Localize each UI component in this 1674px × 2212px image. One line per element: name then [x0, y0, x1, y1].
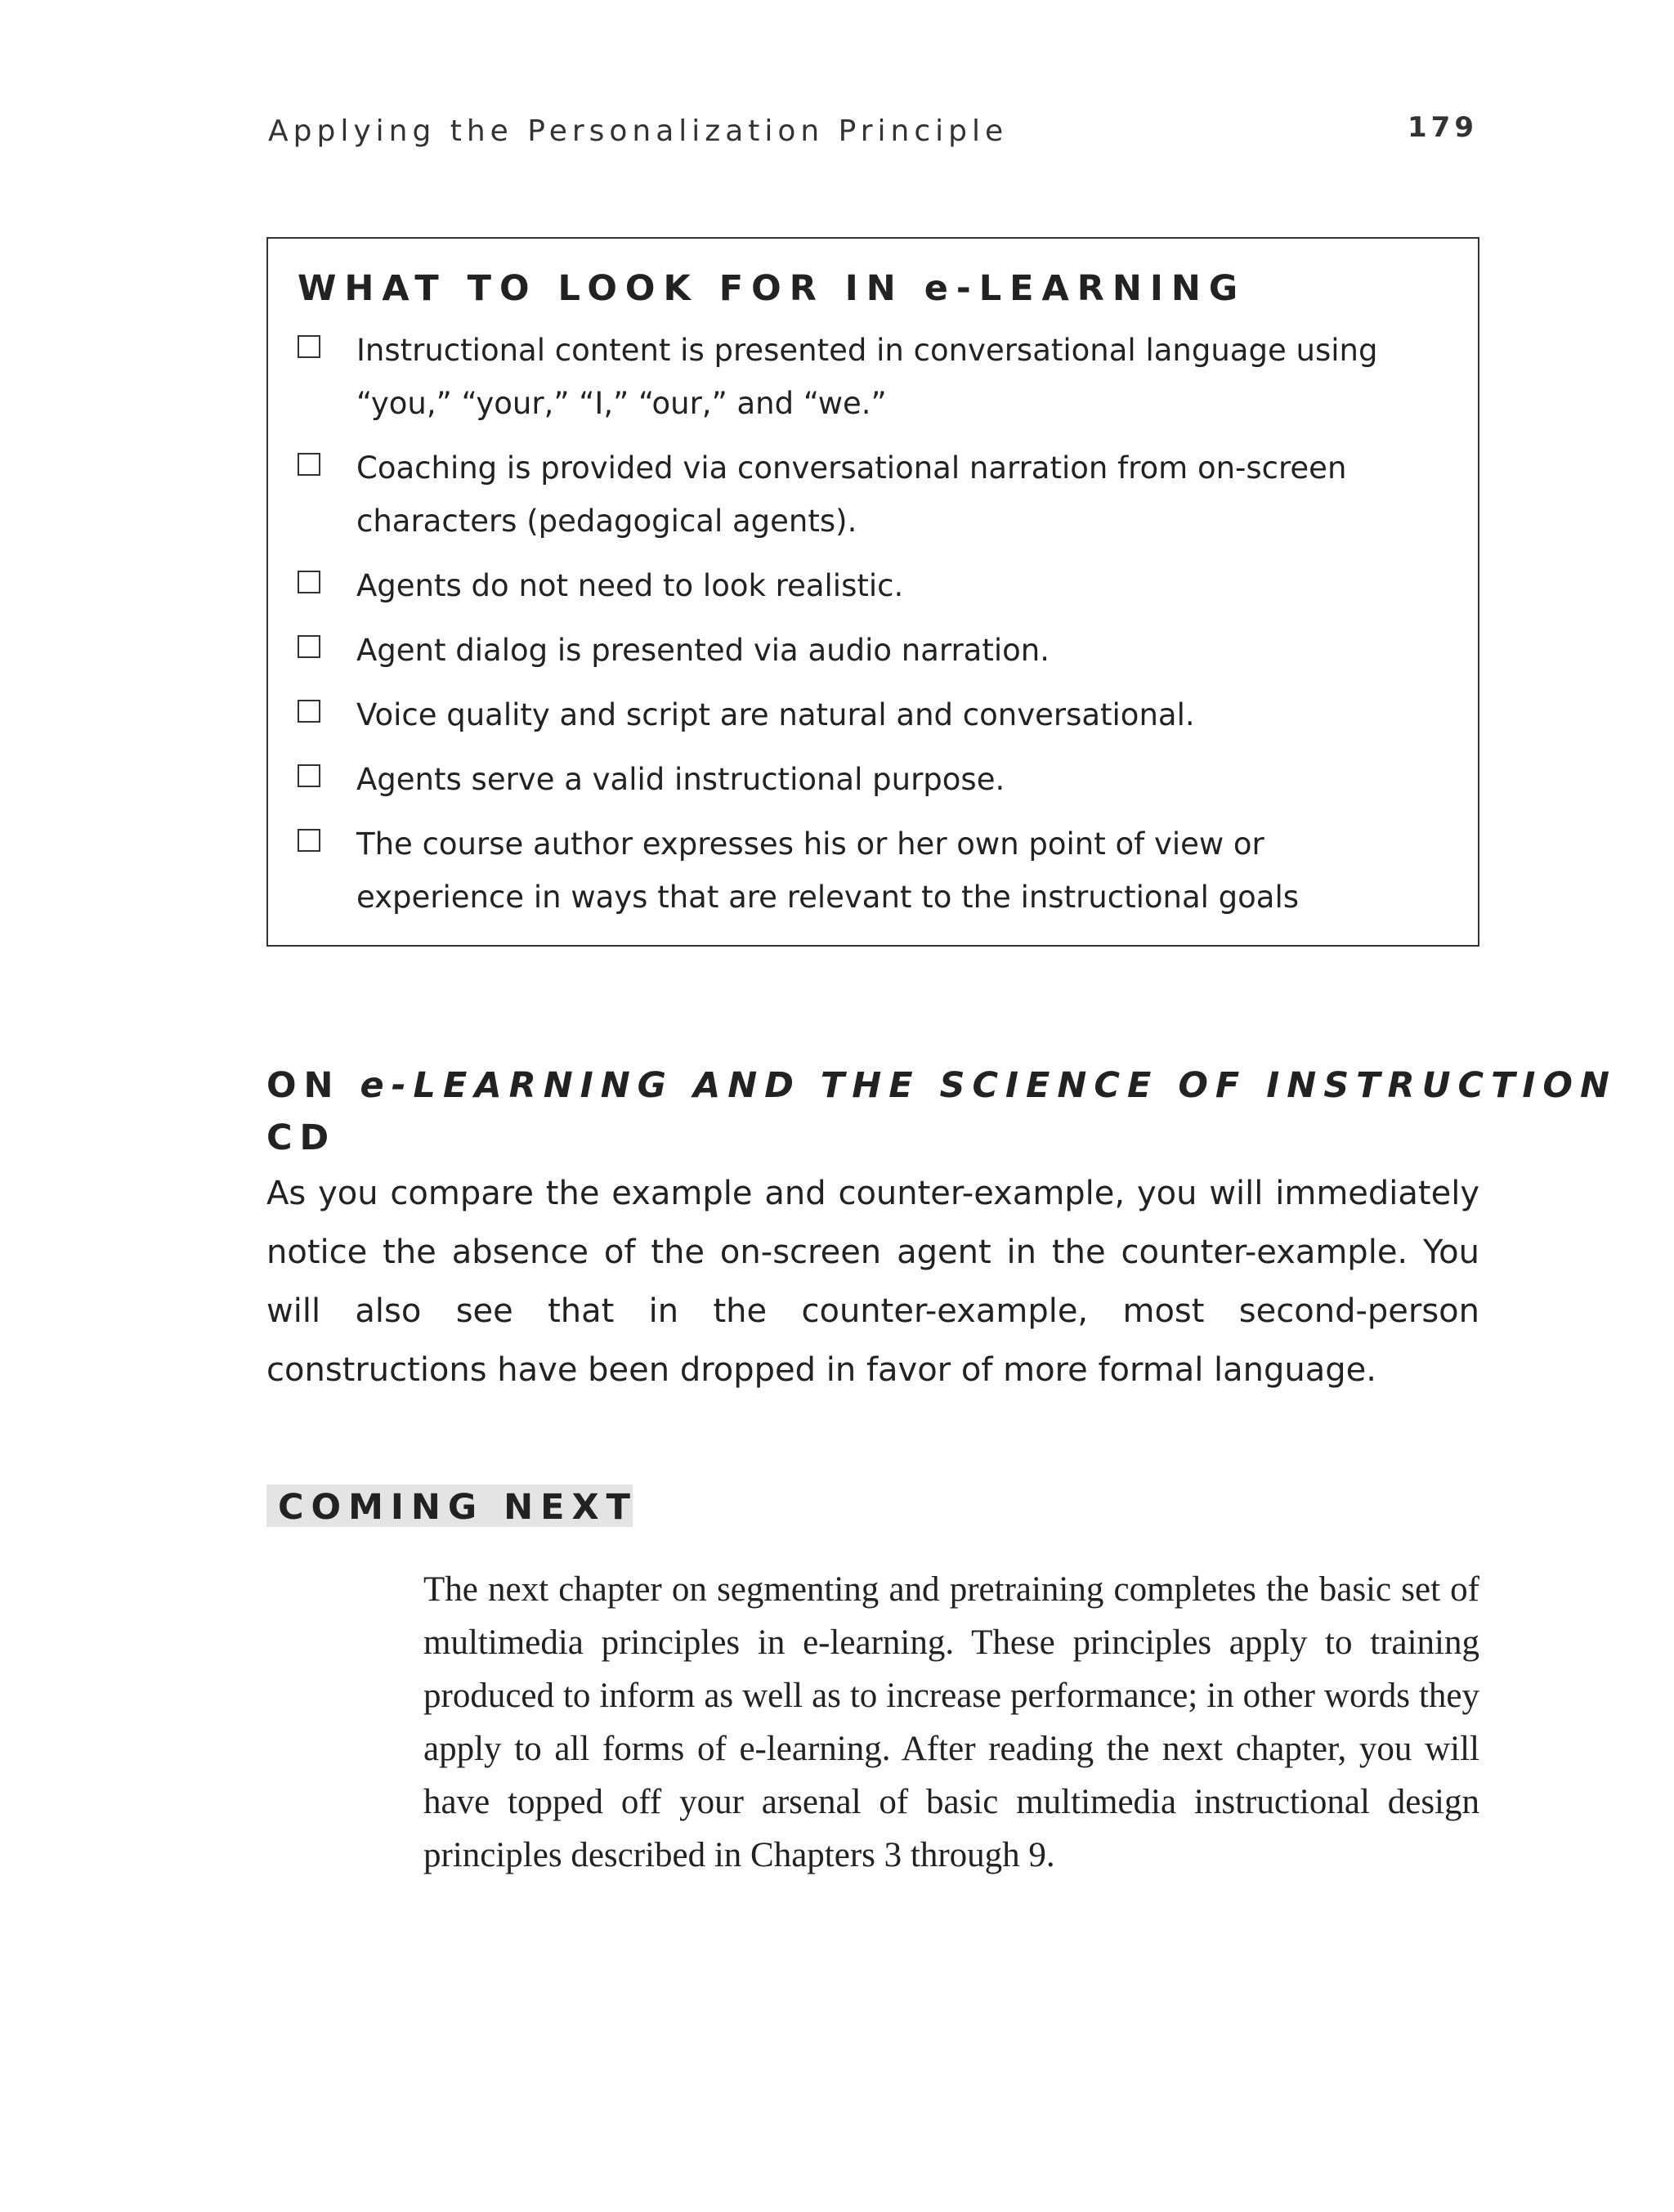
cd-section-heading: [266, 1059, 1674, 1164]
checklist-item-text: Agents do not need to look realistic.: [356, 568, 904, 603]
coming-next-paragraph: The next chapter on segmenting and pretraining completes the basic set of multimedia principles in e-learning. These principles apply to training produced to inform as well as to increase performance; in other words they apply to all forms of e-learning. After reading the next chapter, you will have topped off your arsenal of basic multimedia instructional design principles described in Chapters 3 through 9.: [423, 1570, 1479, 1874]
checklist-item: [298, 441, 1450, 548]
heading-book-title: e-LEARNING AND THE SCIENCE OF INSTRUCTION: [360, 1065, 1617, 1106]
checklist-item: [298, 753, 1450, 806]
heading-cd: CD: [266, 1117, 337, 1158]
page-number: 179: [1408, 111, 1478, 144]
checkbox-icon[interactable]: [298, 571, 320, 593]
coming-next-heading: COMING NEXT: [266, 1484, 633, 1527]
checkbox-icon[interactable]: [298, 635, 320, 658]
checkbox-icon[interactable]: [298, 829, 320, 852]
checklist-item: [298, 817, 1450, 924]
checklist-item-text: The course author expresses his or her own point of view or experience in ways that are relevant to the instructional goals: [356, 826, 1300, 915]
checklist-item-text: Agents serve a valid instructional purpose.: [356, 762, 1005, 797]
checkbox-icon[interactable]: [298, 700, 320, 723]
checkbox-icon[interactable]: [298, 453, 320, 476]
checklist-item-text: Voice quality and script are natural and conversational.: [356, 697, 1195, 732]
heading-on: ON: [266, 1065, 341, 1106]
checklist: [298, 324, 1450, 924]
checklist-item-text: Coaching is provided via conversational narration from on-screen characters (pedagogical agents).: [356, 450, 1347, 539]
box-title: WHAT TO LOOK FOR IN e-LEARNING: [298, 268, 1247, 309]
checkbox-icon[interactable]: [298, 764, 320, 787]
checklist-item: [298, 624, 1450, 677]
cd-section-paragraph: As you compare the example and counter-example, you will immediately notice the absence of the on-screen agent in the counter-example. You will also see that in the counter-example, most second-person constructions have been dropped in favor of more formal language.: [266, 1175, 1479, 1389]
checklist-item-text: Agent dialog is presented via audio narration.: [356, 633, 1050, 668]
checkbox-icon[interactable]: [298, 335, 320, 358]
what-to-look-for-box: [266, 237, 1479, 947]
checklist-item: [298, 559, 1450, 612]
checklist-item-text: Instructional content is presented in conversational language using “you,” “your,” “I,” “our,” and “we.”: [356, 333, 1378, 421]
checklist-item: [298, 688, 1450, 741]
checklist-item: [298, 324, 1450, 430]
running-head: Applying the Personalization Principle: [268, 114, 1009, 148]
